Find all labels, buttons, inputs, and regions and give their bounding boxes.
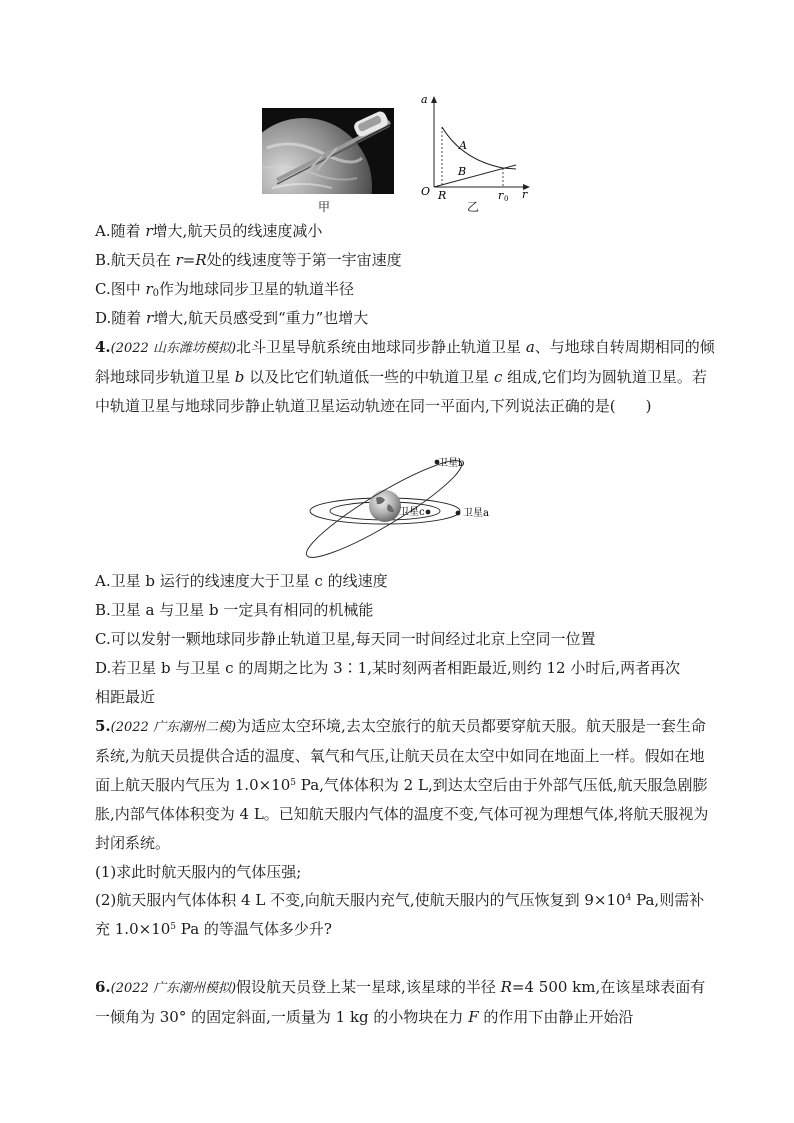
q3-option-a: A.随着 r增大,航天员的线速度减小 [95,222,323,240]
label-r0-sub: 0 [504,195,509,203]
satellite-a-label: 卫星a [463,508,489,519]
figure-jia-caption: 甲 [318,200,331,214]
label-R: R [438,189,447,202]
question-5-stem: 5.(2022 广东潮州二模)为适应太空环境,去太空旅行的航天员都要穿航天服。航天服是一套生命系统,为航天员提供合适的温度、氧气和气压,让航天员在太空中如同在地面上一样。假如在地面上航天服内气压为 $1.0\times 10^5$ Pa,气体体积为 2 L,到达太空后由于外部气压低,航天服急剧膨胀,内部气体体积变为 4 L。已知航天服内气体的温度不变,气体可视为理想气体,将航天服视为封闭系统。 [95,717,709,852]
earth-globe-icon [369,490,401,522]
figure-yi-graph [404,92,534,204]
y-axis-arrow-icon [431,96,437,103]
q4-option-b: B.卫星 a 与卫星 b 一定具有相同的机械能 [95,601,374,619]
curve-A [442,127,516,169]
satellite-b-label: 卫星b [438,458,465,469]
q3-option-c: C.图中 $r_0$作为地球同步卫星的轨道半径 [95,280,355,299]
question-4-stem: 4.(2022 山东潍坊模拟)北斗卫星导航系统由地球同步静止轨道卫星 a、与地球自转周期相同的倾斜地球同步轨道卫星 b 以及比它们轨道低一些的中轨道卫星 c 组成,它们均为圆轨道卫星。若中轨道卫星与地球同步静止轨道卫星运动轨迹在同一平面内,下列说法正确的是( ) [95,338,715,415]
q3-option-d: D.随着 r增大,航天员感受到“重力”也增大 [95,309,369,327]
space-station-photo [262,108,394,194]
label-a: a [421,93,428,106]
q4-option-a: A.卫星 b 运行的线速度大于卫星 c 的线速度 [95,572,388,590]
question-6-stem: 6.(2022 广东潮州模拟)假设航天员登上某一星球,该星球的半径 R=4 500 km,在该星球表面有一倾角为 30° 的固定斜面,一质量为 1 kg 的小物块在力 F 的作用下由静止开始沿 [95,978,706,1026]
q4-option-c: C.可以发射一颗地球同步静止轨道卫星,每天同一时间经过北京上空同一位置 [95,630,596,648]
q5-subquestion-2: (2)航天服内气体体积 4 L 不变,向航天服内充气,使航天服内的气压恢复到 $9\times 10^4$ Pa,则需补充 $1.0\times 10^5$ Pa 的等温气体多少升? [95,891,705,938]
label-r: r [522,188,528,201]
label-O: O [421,185,431,198]
label-A: A [459,139,467,152]
label-r0: r [498,189,504,202]
q4-option-d-continued: 相距最近 [95,688,156,706]
label-B: B [458,165,467,178]
satellite-orbit-diagram [300,448,510,560]
figure-yi-caption: 乙 [467,200,480,214]
satellite-a-dot [456,511,461,516]
satellite-c-dot [426,510,431,515]
line-B [434,165,516,187]
q5-subquestion-1: (1)求此时航天服内的气体压强; [95,863,302,881]
satellite-c-label: 卫星c [399,507,425,518]
q3-option-b: B.航天员在 r=R处的线速度等于第一宇宙速度 [95,251,402,269]
figure-jia [262,108,394,194]
q4-option-d: D.若卫星 b 与卫星 c 的周期之比为 3∶1,某时刻两者相距最近,则约 12 小时后,两者再次 [95,659,681,677]
